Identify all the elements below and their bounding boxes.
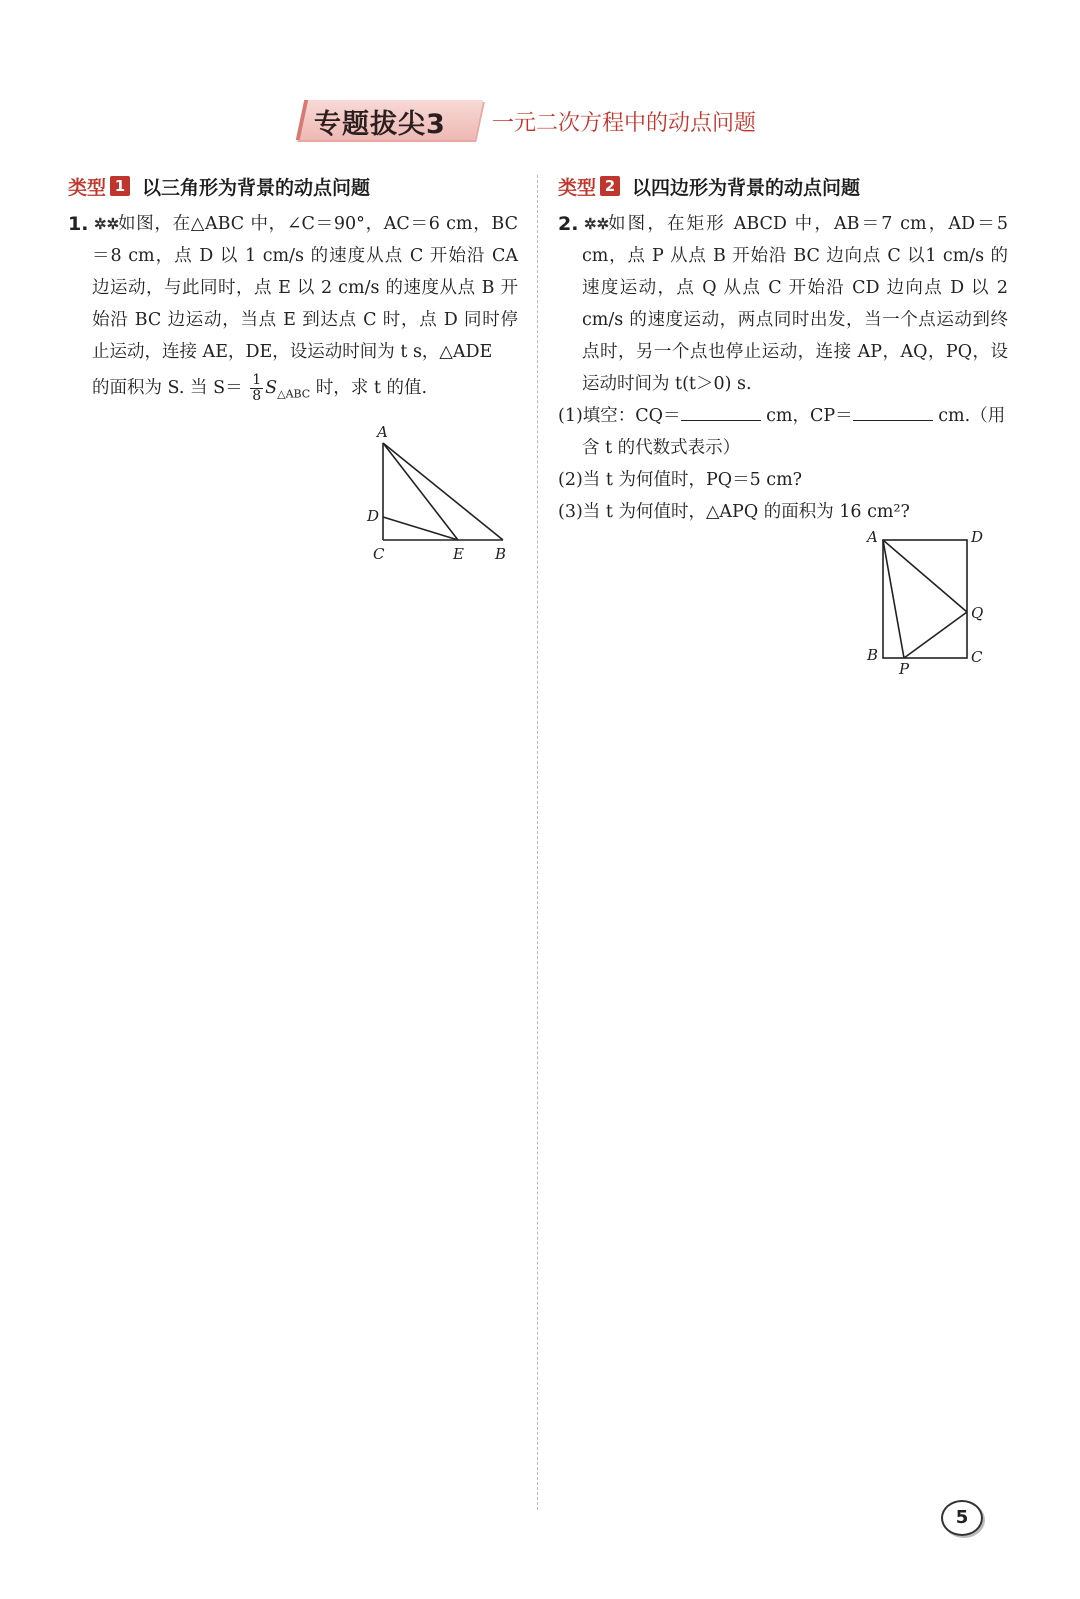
segment-AQ (883, 540, 967, 612)
page-header (0, 96, 1080, 146)
area-symbol: S (265, 378, 278, 398)
sub-question-1 (558, 400, 1008, 432)
problem-2 (558, 208, 1008, 528)
right-column (558, 170, 1008, 678)
type-1-heading (68, 170, 518, 202)
problem-text: 如图，在矩形 ABCD 中，AB＝7 cm，AD＝5 cm，点 P 从点 B 开始沿 BC 边向点 C 以1 cm/s 的速度运动，点 Q 从点 C 开始沿 CD 边向点 D 以 2 cm/s 的速度运动，两点同时出发，当一个点运动到终点时，另一个点也停止运动，连接 AP，AQ，PQ，设运动时间为 t(t＞0) s. (582, 214, 1008, 394)
label-D: D (367, 507, 380, 525)
problem-number: 1. (68, 213, 89, 235)
label-B: B (867, 646, 879, 664)
q1-suffix: cm.（用 (938, 406, 1006, 426)
type-title: 以四边形为背景的动点问题 (632, 176, 861, 199)
type-number-badge: 1 (110, 176, 130, 196)
problem-number: 2. (558, 213, 579, 235)
type-tag: 类型 (68, 176, 107, 199)
type-tag: 类型 (558, 176, 597, 199)
segment-AP (883, 540, 904, 658)
segment-AE (383, 443, 458, 540)
fraction-numerator: 1 (252, 372, 262, 388)
difficulty-icon: ✲✲ (584, 215, 610, 233)
label-D: D (971, 530, 984, 546)
type-number-badge: 2 (600, 176, 620, 196)
type-title: 以三角形为背景的动点问题 (142, 176, 371, 199)
q1-middle: cm，CP＝ (766, 406, 853, 426)
answer-blank-cp[interactable] (853, 402, 933, 421)
answer-blank-cq[interactable] (681, 402, 761, 421)
side-AB (383, 443, 503, 540)
label-B: B (495, 545, 507, 563)
sub-question-2: (2)当 t 为何值时，PQ＝5 cm? (558, 470, 803, 490)
q1-prefix: (1)填空：CQ＝ (558, 406, 681, 426)
sub-question-3: (3)当 t 为何值时，△APQ 的面积为 16 cm²? (558, 502, 910, 522)
triangle-figure (363, 425, 523, 565)
label-A: A (867, 530, 878, 546)
label-C: C (373, 545, 385, 563)
fraction (250, 373, 263, 404)
problem-text: 如图，在△ABC 中，∠C＝90°，AC＝6 cm，BC＝8 cm，点 D 以 1 cm/s 的速度从点 C 开始沿 CA 边运动，与此同时，点 E 以 2 cm/s 的速度从点 B 开始沿 BC 边运动，当点 E 到达点 C 时，点 D 同时停止运动，连接 AE，DE，设运动时间为 t s，△ADE (92, 214, 518, 362)
problem-1 (68, 208, 518, 411)
page-number: 5 (941, 1500, 983, 1536)
segment-DE (383, 517, 458, 540)
fraction-denominator: 8 (252, 388, 262, 404)
rectangle-figure (863, 530, 1003, 680)
banner-title: 专题拔尖3 (314, 109, 446, 140)
label-P: P (899, 660, 910, 678)
page-subtitle: 一元二次方程中的动点问题 (492, 111, 757, 136)
q1-continuation: 含 t 的代数式表示） (582, 438, 741, 458)
label-Q: Q (971, 604, 984, 622)
difficulty-icon: ✲✲ (94, 215, 120, 233)
label-A: A (377, 425, 388, 441)
area-subscript: △ABC (277, 387, 311, 401)
condition-prefix: 的面积为 S. 当 S＝ (92, 378, 243, 398)
segment-PQ (904, 612, 967, 658)
condition-suffix: 时，求 t 的值. (315, 378, 428, 398)
label-C: C (971, 648, 983, 666)
problem-condition (68, 372, 518, 411)
label-E: E (453, 545, 464, 563)
type-2-heading (558, 170, 1008, 202)
left-column (68, 170, 518, 563)
rectangle-ABCD (883, 540, 967, 658)
column-divider (537, 175, 538, 1510)
